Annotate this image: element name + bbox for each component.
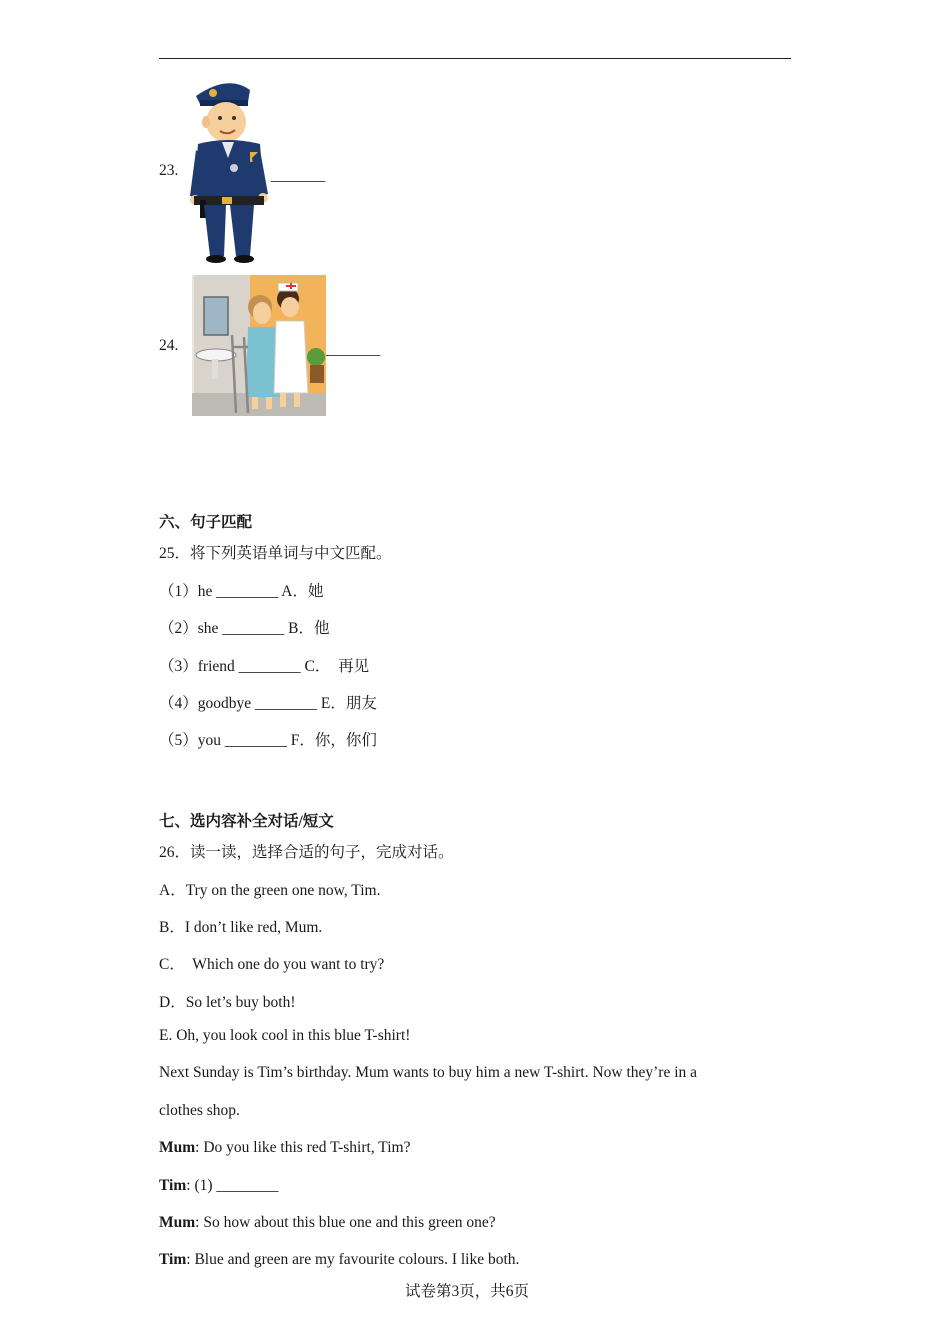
speaker: Mum: [159, 1139, 196, 1156]
passage-line: clothes shop.: [159, 1102, 240, 1119]
speaker: Tim: [159, 1251, 187, 1268]
dialogue-text: : (1) ________: [186, 1177, 279, 1194]
speaker: Tim: [159, 1177, 187, 1194]
section7-heading: 七、选内容补全对话/短文: [159, 813, 334, 830]
police-officer-picture: [188, 78, 273, 264]
dialogue-text: : Blue and green are my favourite colours. I like both.: [186, 1251, 520, 1268]
option-c: C． Which one do you want to try?: [159, 956, 385, 973]
dialogue-line: [159, 1251, 519, 1269]
q25-prompt: 25．将下列英语单词与中文匹配。: [159, 545, 392, 562]
page-footer: 试卷第3页，共6页: [405, 1283, 530, 1300]
passage-line: Next Sunday is Tim’s birthday. Mum wants to buy him a new T-shirt. Now they’re in a: [159, 1064, 698, 1081]
match-item: （1）he ________ A．她: [159, 583, 324, 600]
option-b: B．I don’t like red, Mum.: [159, 919, 323, 936]
match-item: （2）she ________ B．他: [159, 620, 330, 637]
q24-number: 24.: [159, 337, 179, 354]
dialogue-line: [159, 1139, 410, 1157]
option-d: D．So let’s buy both!: [159, 994, 296, 1011]
section6-heading: 六、句子匹配: [159, 514, 253, 531]
speaker: Mum: [159, 1214, 196, 1231]
option-e: E. Oh, you look cool in this blue T-shirt!: [159, 1027, 411, 1044]
dialogue-line: [159, 1214, 496, 1232]
header-rule: [159, 58, 791, 59]
match-item: （3）friend ________ C． 再见: [159, 658, 370, 675]
q23-number: 23.: [159, 162, 179, 179]
dialogue-text: : Do you like this red T-shirt, Tim?: [195, 1139, 411, 1156]
match-item: （5）you ________ F．你，你们: [159, 732, 377, 749]
q24-blank: _______: [326, 341, 381, 358]
dialogue-line: [159, 1177, 278, 1195]
q26-prompt: 26．读一读，选择合适的句子，完成对话。: [159, 844, 454, 861]
dialogue-text: : So how about this blue one and this green one?: [195, 1214, 496, 1231]
match-item: （4）goodbye ________ E．朋友: [159, 695, 377, 712]
nurse-patient-picture: [192, 275, 326, 416]
q23-blank: _______: [271, 167, 326, 184]
option-a: A．Try on the green one now, Tim.: [159, 882, 381, 899]
